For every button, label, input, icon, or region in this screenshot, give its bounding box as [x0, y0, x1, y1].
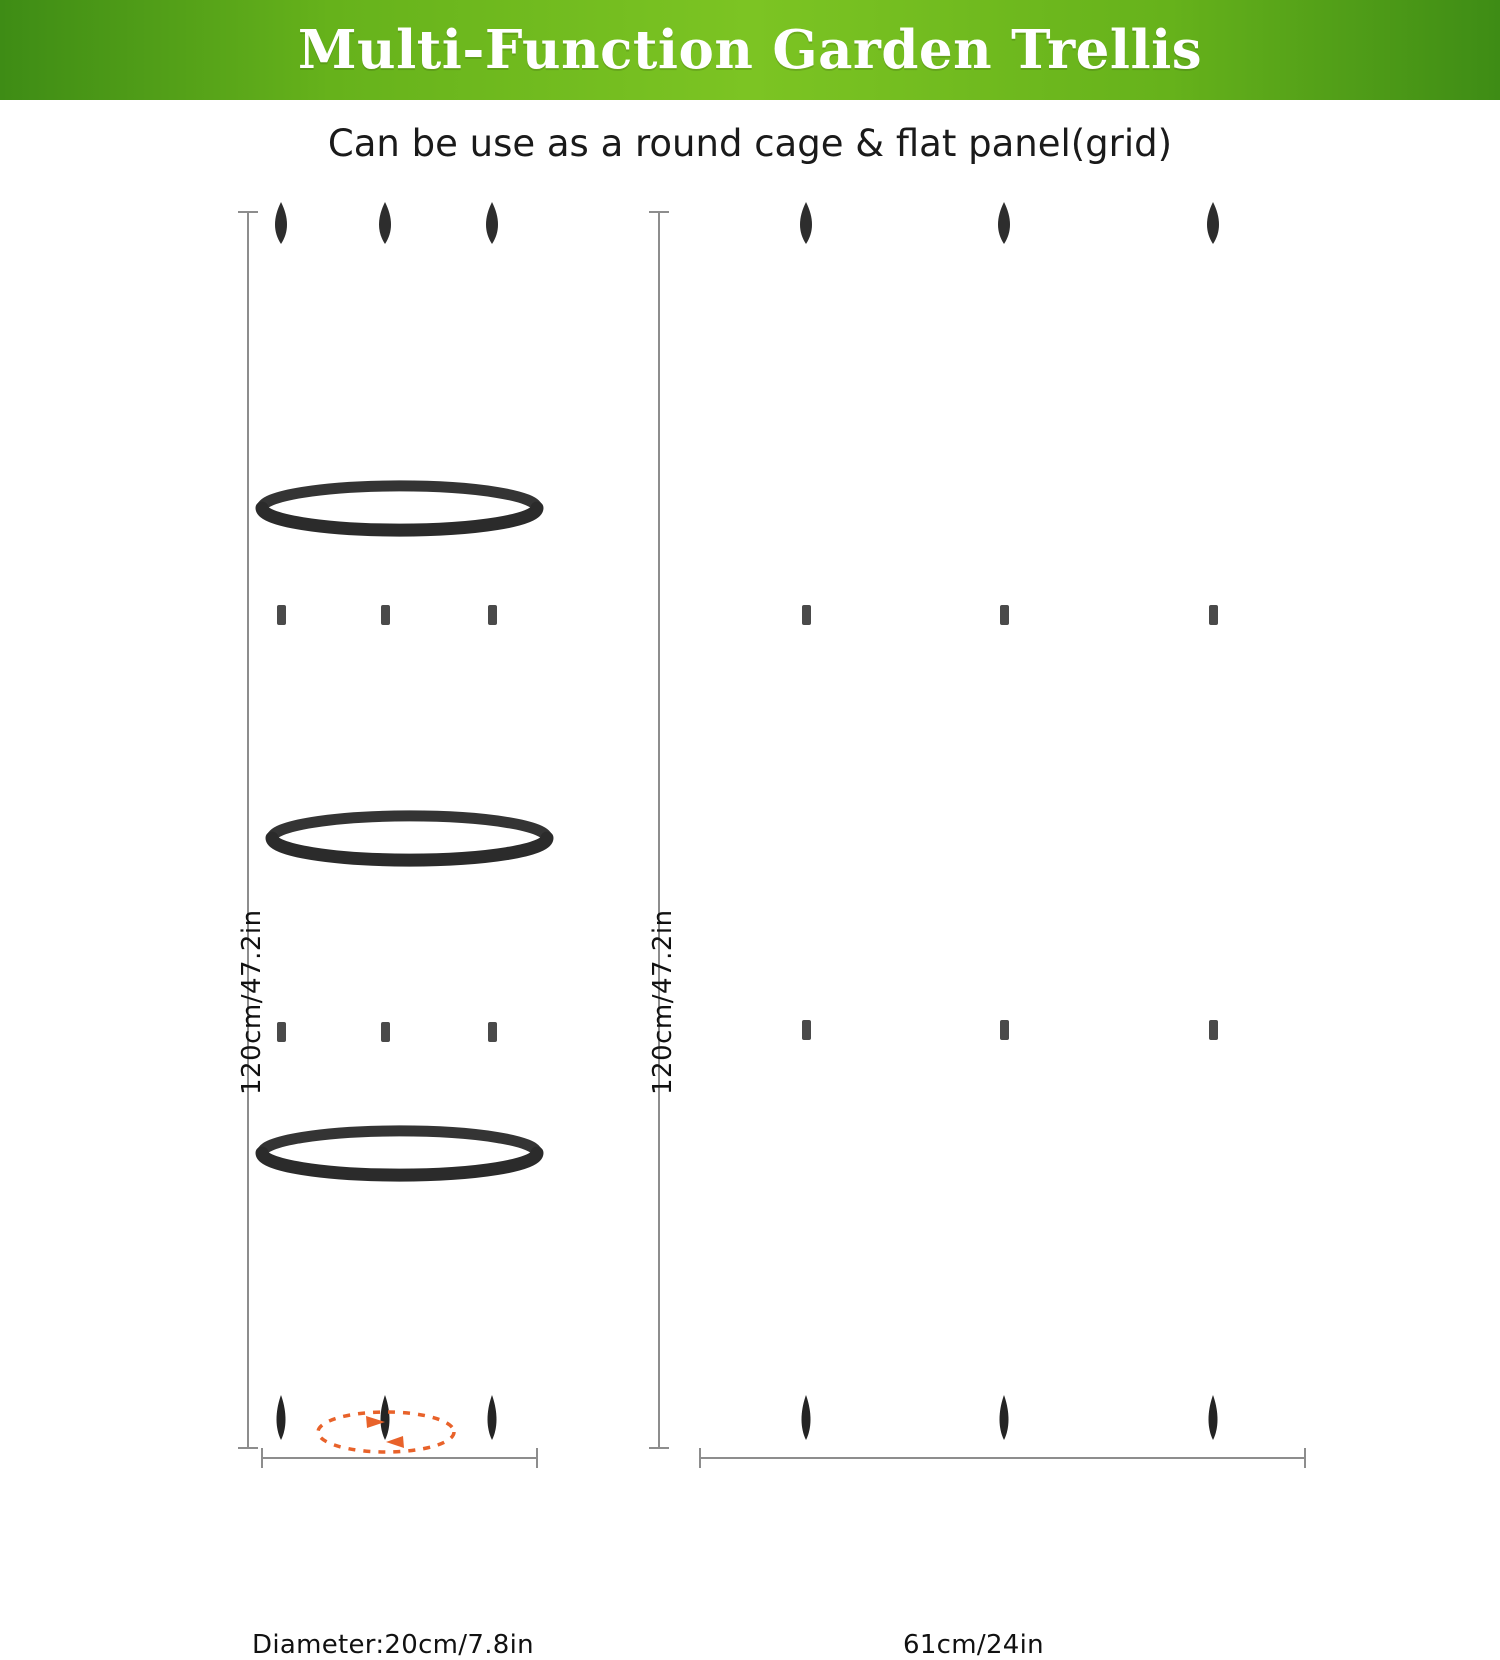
trellis-illustration: [0, 190, 1500, 1487]
right-height-label: 120cm/47.2in: [648, 909, 678, 1095]
height-dimension-left: [238, 212, 258, 1448]
round-cage-figure: [238, 202, 547, 1468]
left-width-label: Diameter:20cm/7.8in: [252, 1630, 534, 1660]
right-width-label: 61cm/24in: [903, 1630, 1044, 1660]
stake-finial-icon: [800, 202, 1219, 244]
product-diagram: [0, 190, 1500, 1660]
subtitle-text: Can be use as a round cage & flat panel(grid): [327, 122, 1173, 165]
stake-finial-icon: [275, 202, 498, 244]
left-height-label: 120cm/47.2in: [237, 909, 267, 1095]
stake-tip-icon: [802, 1395, 1218, 1440]
stake-tip-icon: [277, 1395, 497, 1440]
flat-panel-figure: [649, 202, 1310, 1468]
width-dimension-right: [700, 1448, 1305, 1468]
cage-rings-back: [262, 486, 547, 1153]
panel-stakes: [800, 202, 1219, 1440]
cage-rings-front: [262, 508, 547, 1175]
page-title: Multi-Function Garden Trellis: [297, 19, 1203, 81]
header-banner: [0, 0, 1500, 100]
height-dimension-right: [649, 212, 669, 1448]
stake-joint: [802, 605, 1218, 1040]
